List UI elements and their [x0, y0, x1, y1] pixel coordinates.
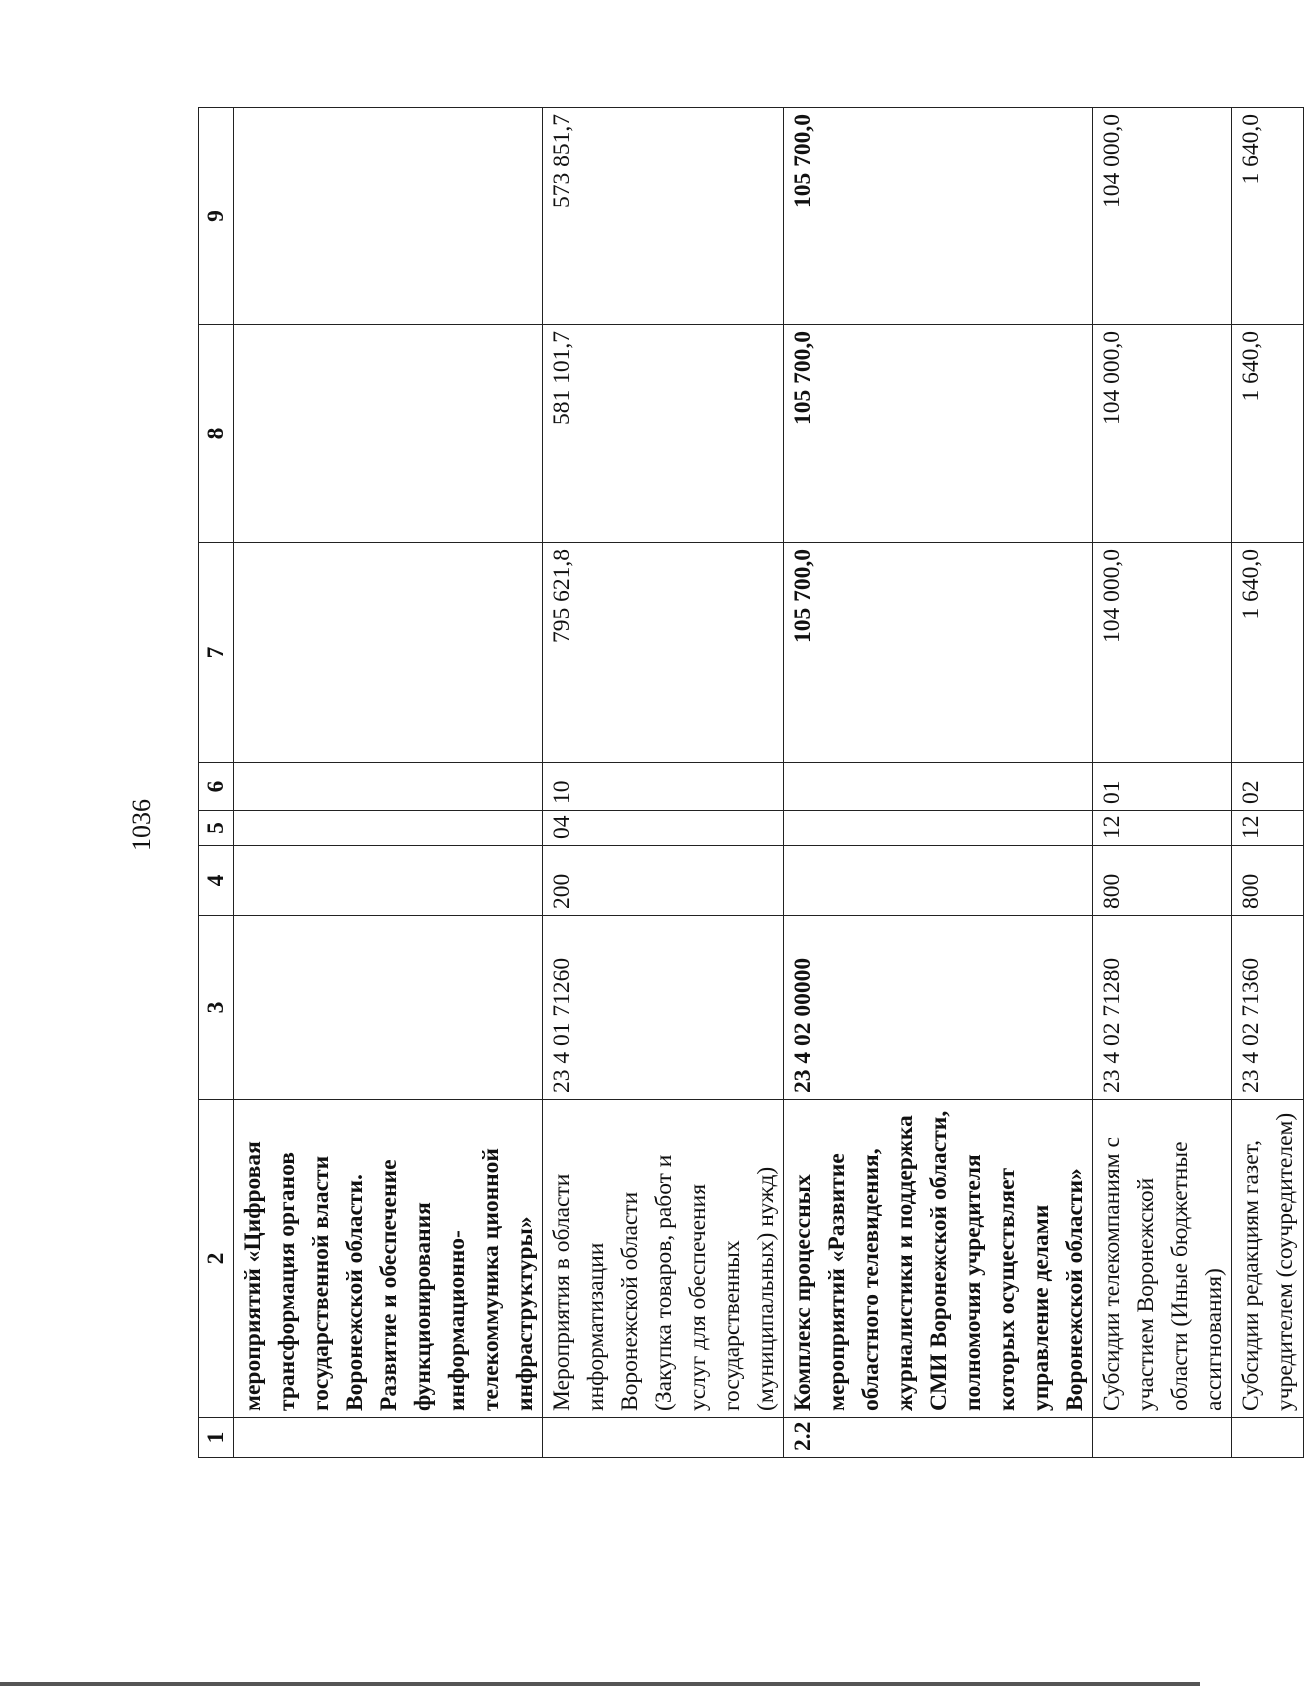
section-cell: 12 [1232, 811, 1304, 846]
header-cell: 1 [199, 1418, 234, 1458]
amount-cell: 105 700,0 [784, 108, 1093, 325]
amount-cell [234, 325, 543, 543]
description-cell: Мероприятия в области информатизации Воронежской области (Закупка товаров, работ и услуг для обеспечения государственных (муниципальных) нужд) [543, 1100, 784, 1418]
description-cell: Комплекс процессных мероприятий «Развитие областного телевидения, журналистики и поддержка СМИ Воронежской области, полномочия учредителя которых осуществляет управление делами Воронежской области» [784, 1100, 1093, 1418]
row-number-cell [543, 1418, 784, 1458]
header-cell: 9 [199, 108, 234, 325]
amount-cell: 1 640,0 [1232, 325, 1304, 543]
expense-type-cell [784, 846, 1093, 916]
header-cell: 2 [199, 1100, 234, 1418]
amount-cell [234, 543, 543, 763]
header-cell: 7 [199, 543, 234, 763]
code-cell: 23 4 02 71280 [1093, 916, 1232, 1100]
header-cell: 4 [199, 846, 234, 916]
table-row [543, 108, 784, 1458]
subsection-cell [234, 763, 543, 811]
row-number-cell [1232, 1418, 1304, 1458]
table-row [784, 108, 1093, 1458]
expense-type-cell: 200 [543, 846, 784, 916]
table-row [234, 108, 543, 1458]
code-cell [234, 916, 543, 1100]
header-cell: 8 [199, 325, 234, 543]
amount-cell: 104 000,0 [1093, 108, 1232, 325]
page-bottom-edge [0, 1682, 1200, 1686]
page-number: 1036 [127, 799, 156, 851]
code-cell: 23 4 01 71260 [543, 916, 784, 1100]
amount-cell: 795 621,8 [543, 543, 784, 763]
row-number-cell [1093, 1418, 1232, 1458]
header-cell: 3 [199, 916, 234, 1100]
section-cell [784, 811, 1093, 846]
expense-type-cell [234, 846, 543, 916]
subsection-cell: 02 [1232, 763, 1304, 811]
section-cell [234, 811, 543, 846]
subsection-cell: 01 [1093, 763, 1232, 811]
header-cell: 6 [199, 763, 234, 811]
row-number-cell: 2.2 [784, 1418, 1093, 1458]
amount-cell: 1 640,0 [1232, 108, 1304, 325]
table-row [1093, 108, 1232, 1458]
section-cell: 12 [1093, 811, 1232, 846]
amount-cell: 105 700,0 [784, 543, 1093, 763]
code-cell: 23 4 02 71360 [1232, 916, 1304, 1100]
description-cell: мероприятий «Цифровая трансформация органов государственной власти Воронежской области. Развитие и обеспечение функционирования информационно-телекоммуника ционной инфраструктуры» [234, 1100, 543, 1418]
amount-cell: 105 700,0 [784, 325, 1093, 543]
description-cell: Субсидии телекомпаниям с участием Воронежской области (Иные бюджетные ассигнования) [1093, 1100, 1232, 1418]
code-cell: 23 4 02 00000 [784, 916, 1093, 1100]
amount-cell: 581 101,7 [543, 325, 784, 543]
table-header-row [199, 108, 234, 1458]
amount-cell: 1 640,0 [1232, 543, 1304, 763]
subsection-cell: 10 [543, 763, 784, 811]
section-cell: 04 [543, 811, 784, 846]
row-number-cell [234, 1418, 543, 1458]
expense-type-cell: 800 [1093, 846, 1232, 916]
table-row [1232, 108, 1304, 1458]
expense-type-cell: 800 [1232, 846, 1304, 916]
rotated-table-container [198, 107, 1304, 1458]
amount-cell: 573 851,7 [543, 108, 784, 325]
amount-cell: 104 000,0 [1093, 325, 1232, 543]
budget-table [198, 107, 1304, 1458]
header-cell: 5 [199, 811, 234, 846]
amount-cell: 104 000,0 [1093, 543, 1232, 763]
description-cell: Субсидии редакциям газет, учредителем (соучредителем) [1232, 1100, 1304, 1418]
amount-cell [234, 108, 543, 325]
subsection-cell [784, 763, 1093, 811]
